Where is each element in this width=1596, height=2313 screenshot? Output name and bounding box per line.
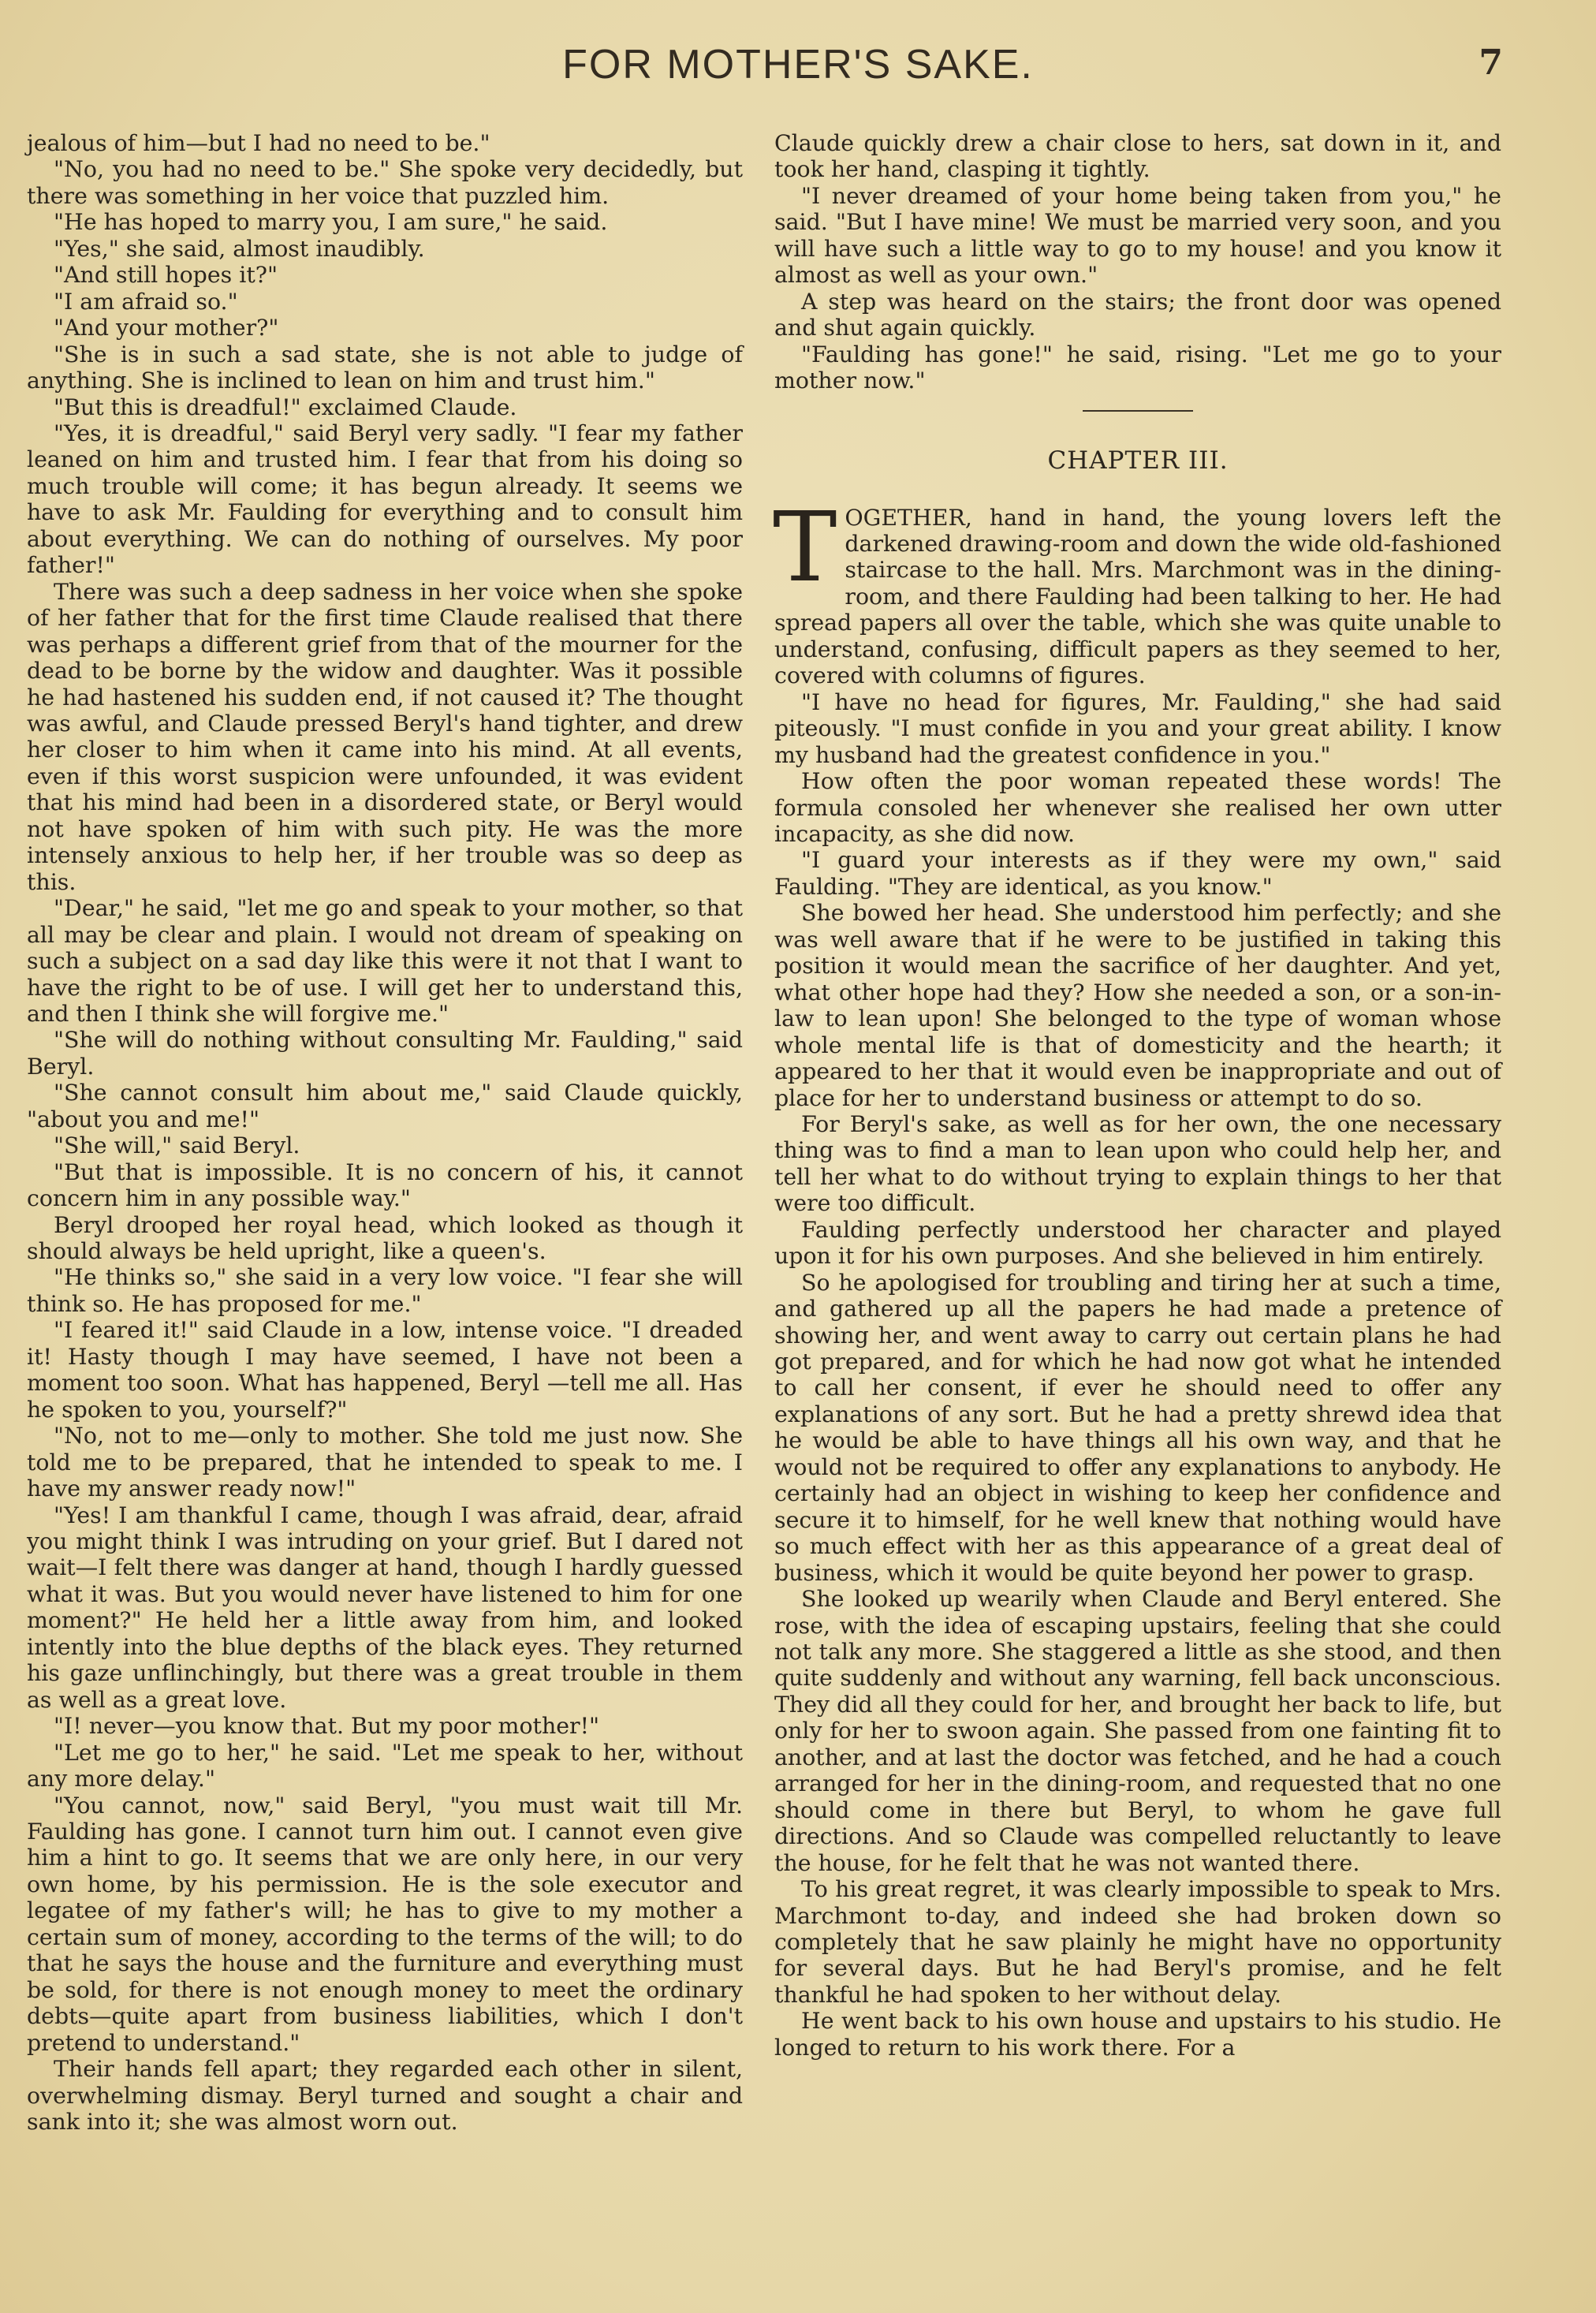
paragraph: She looked up wearily when Claude and Beryl entered. She rose, with the idea of escaping upstairs, feeling that she could not talk any more. She staggered a little as she stood, and then quite suddenly and without any warning, fell back unconscious. They did all they could for her, and brought her back to life, but only for her to swoon again. She passed from one fainting fit to another, and at last the doctor was fetched, and he had a couch arranged for her in the dining-room, and requested that no one should come in there but Beryl, to whom he gave full directions. And so Claude was compelled reluctantly to leave the house, for he felt that he was not wanted there. [774,1586,1501,1876]
paragraph: "He thinks so," she said in a very low voice. "I fear she will think so. He has proposed for me." [27,1264,743,1317]
paragraph: He went back to his own house and upstairs to his studio. He longed to return to his work there. For a [774,2008,1501,2061]
paragraph: "She cannot consult him about me," said Claude quickly, "about you and me!" [27,1080,743,1132]
paragraph: For Beryl's sake, as well as for her own, the one necessary thing was to find a man to lean upon who could help her, and tell her what to do without trying to explain things to her that were too difficult. [774,1110,1501,1217]
paragraph: "She will," said Beryl. [54,1132,300,1159]
paragraph: "Yes," she said, almost inaudibly. [54,235,425,262]
paragraph: "She is in such a sad state, she is not able to judge of anything. She is inclined to lean on him and trust him." [27,341,743,394]
paragraph: "And your mother?" [54,315,279,341]
running-title: FOR MOTHER'S SAKE. [562,42,1034,88]
paragraph: "Faulding has gone!" he said, rising. "Let me go to your mother now." [774,341,1501,394]
paragraph: "Yes, it is dreadful," said Beryl very sadly. "I fear my father leaned on him and trusted him. I fear that from his doing so much trouble will come; it has begun already. It seems we have to ask Mr. Faulding for everything and to consult him about everything. We can do nothing of ourselves. My poor father!" [27,420,743,579]
paragraph: jealous of him—but I had no need to be." [27,130,490,156]
paragraph: "But that is impossible. It is no concern of his, it cannot concern him in any possible way." [27,1158,743,1212]
paragraph: "I have no head for figures, Mr. Faulding," she had said piteously. "I must confide in you and your great ability. I know my husband had the greatest confidence in you." [774,688,1501,768]
paragraph: Claude quickly drew a chair close to hers, sat down in it, and took her hand, clasping it tightly. [774,130,1501,183]
paragraph: "You cannot, now," said Beryl, "you must wait till Mr. Faulding has gone. I cannot turn him out. I cannot even give him a hint to go. It seems that we are only here, in our very own home, by his permission. He is the sole executor and legatee of my father's will; he has to give to my mother a certain sum of money, according to the terms of the will; to do that he says the house and the furniture and everything must be sold, for there is not enough money to meet the ordinary debts—quite apart from business liabilities, which I don't pretend to understand." [27,1792,743,2056]
paragraph: "I feared it!" said Claude in a low, intense voice. "I dreaded it! Hasty though I may have seemed, I have not been a moment too soon. What has happened, Beryl —tell me all. Has he spoken to you, yourself?" [27,1317,743,1423]
paragraph: "She will do nothing without consulting Mr. Faulding," said Beryl. [27,1027,743,1080]
paragraph: "No, not to me—only to mother. She told me just now. She told me to be prepared, that he intended to speak to me. I have my answer ready now!" [27,1423,743,1502]
paragraph: "I! never—you know that. But my poor mother!" [54,1713,600,1740]
paragraph: There was such a deep sadness in her voice when she spoke of her father that for the first time Claude realised that there was perhaps a different grief from that of the mourner for the dead to be borne by the widow and daughter. Was it possible he had hastened his sudden end, if not caused it? The thought was awful, and Claude pressed Beryl's hand tighter, and drew her closer to him when it came into his mind. At all events, even if this worst suspicion were unfounded, it was evident that his mind had been in a disordered state, or Beryl would not have spoken of him with such pity. He was the more intensely anxious to help her, if her trouble was so deep as this. [27,578,743,895]
paragraph: "I guard your interests as if they were my own," said Faulding. "They are identical, as you know." [774,847,1501,900]
chapter-opening-text: OGETHER, hand in hand, the young lovers left the darkened drawing-room and down the wide old-fashioned staircase to the hall. Mrs. Marchmont was in the dining-room, and there Faulding had been talking to her. He had spread papers all over the table, which she was quite unable to understand, confusing, difficult papers as they seemed to her, covered with columns of figures. [774,504,1501,689]
paragraph: "I never dreamed of your home being taken from you," he said. "But I have mine! We must be married very soon, and you will have such a little way to go to my house! and you know it almost as well as your own." [774,182,1501,289]
paragraph: Beryl drooped her royal head, which looked as though it should always be held upright, like a queen's. [27,1211,743,1265]
left-column [27,130,743,2135]
paragraph: "I am afraid so." [54,288,238,315]
paragraph: So he apologised for troubling and tiring her at such a time, and gathered up all the papers he had made a pretence of showing her, and went away to carry out certain plans he had got prepared, and for which he had now got what he intended to call her consent, if ever he should need to offer any explanations of any sort. But he had a pretty shrewd idea that he would be able to have things all his own way, and that he would not be required to offer any explanations to anybody. He certainly had an object in wishing to keep her confidence and secure it to himself, for he well knew that nothing would have so much effect with her as this appearance of a great deal of business, which it would be quite beyond her power to grasp. [774,1269,1501,1586]
paragraph: How often the poor woman repeated these words! The formula consoled her whenever she realised her own utter incapacity, as she did now. [774,768,1501,847]
paragraph: Their hands fell apart; they regarded each other in silent, overwhelming dismay. Beryl turned and sought a chair and sank into it; she was almost worn out. [27,2056,743,2135]
paragraph: "No, you had no need to be." She spoke very decidedly, but there was something in her voice that puzzled him. [27,156,743,209]
paragraph: A step was heard on the stairs; the front door was opened and shut again quickly. [774,288,1501,341]
paragraph: "Yes! I am thankful I came, though I was afraid, dear, afraid you might think I was intruding on your grief. But I dared not wait—I felt there was danger at hand, though I hardly guessed what it was. But you would never have listened to him for one moment?" He held her a little away from him, and looked intently into the blue depths of the black eyes. They returned his gaze unflinchingly, but there was a great trouble in them as well as a great love. [27,1502,743,1713]
page-header [0,41,1596,104]
right-column [774,130,1501,2061]
paragraph: "Dear," he said, "let me go and speak to your mother, so that all may be clear and plain. I would not dream of speaking on such a subject on a sad day like this were it not that I want to have the right to be of use. I will get her to understand this, and then I think she will forgive me." [27,895,743,1027]
paragraph: "And still hopes it?" [54,262,278,289]
paragraph: "Let me go to her," he said. "Let me speak to her, without any more delay." [27,1739,743,1793]
page-number: 7 [1479,43,1503,83]
paragraph: "But this is dreadful!" exclaimed Claude. [54,394,517,420]
section-divider [1083,410,1193,412]
chapter-opening-paragraph [773,491,1501,689]
paragraph: To his great regret, it was clearly impossible to speak to Mrs. Marchmont to-day, and indeed she had broken down so completely that he saw plainly he might have no opportunity for several days. But he had Beryl's promise, and he felt thankful he had spoken to her without delay. [774,1876,1501,2008]
paragraph: Faulding perfectly understood her character and played upon it for his own purposes. And she believed in him entirely. [774,1216,1501,1270]
chapter-heading: CHAPTER III. [1047,446,1229,475]
paragraph: She bowed her head. She understood him perfectly; and she was well aware that if he were to be justified in taking this position it would mean the sacrifice of her daughter. And yet, what other hope had they? How she needed a son, or a son-in-law to lean upon! She belonged to the type of woman whose whole mental life is that of domesticity and the hearth; it appeared to her that it would even be inappropriate and out of place for her to understand business or attempt to do so. [774,900,1501,1111]
drop-cap: T [773,491,837,603]
paragraph: "He has hoped to marry you, I am sure," he said. [54,209,608,236]
